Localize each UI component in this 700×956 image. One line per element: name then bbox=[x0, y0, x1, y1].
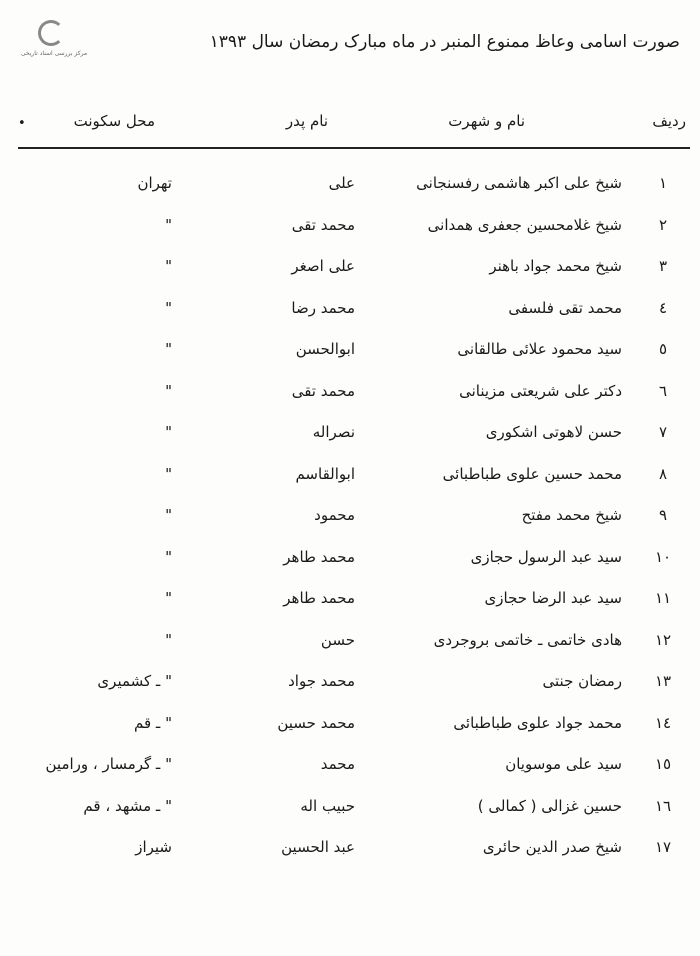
person-name: سید علی موسویان bbox=[505, 755, 622, 773]
table-row bbox=[0, 257, 700, 287]
person-name: شیخ غلامحسین جعفری همدانی bbox=[427, 215, 622, 234]
residence: " bbox=[165, 381, 172, 400]
person-name: شیخ علی اکبر هاشمی رفسنجانی bbox=[416, 174, 622, 192]
table-row bbox=[0, 797, 700, 827]
person-name: حسین غزالی ( کمالی ) bbox=[477, 796, 622, 815]
table-row bbox=[0, 506, 700, 536]
residence: " bbox=[165, 464, 172, 483]
father-name: محمد رضا bbox=[291, 298, 355, 317]
table-row bbox=[0, 174, 700, 204]
row-number: ۲ bbox=[658, 215, 668, 234]
table-row bbox=[0, 548, 700, 578]
father-name: محمد bbox=[320, 755, 355, 773]
header-row-number: ردیف bbox=[652, 112, 686, 130]
row-number: ٩ bbox=[658, 506, 668, 524]
person-name: سید عبد الرسول حجازی bbox=[470, 547, 622, 566]
residence: شیراز bbox=[135, 838, 172, 856]
table-row bbox=[0, 382, 700, 412]
residence: " bbox=[165, 215, 172, 234]
bullet-icon: • bbox=[18, 116, 26, 131]
row-number: ۱٤ bbox=[654, 713, 672, 732]
row-number: ۱٥ bbox=[654, 755, 672, 773]
table-row bbox=[0, 631, 700, 661]
row-number: ۱۱ bbox=[654, 589, 672, 607]
person-name: رمضان جنتی bbox=[542, 672, 622, 690]
row-number: ٧ bbox=[658, 423, 668, 441]
person-name: سید عبد الرضا حجازی bbox=[484, 589, 622, 607]
row-number: ۱٧ bbox=[654, 838, 672, 856]
father-name: محمد طاهر bbox=[283, 547, 355, 566]
father-name: ابوالحسن bbox=[295, 340, 355, 358]
table-row bbox=[0, 838, 700, 868]
father-name: عبد الحسین bbox=[281, 838, 355, 856]
table-row bbox=[0, 465, 700, 495]
father-name: حبیب اله bbox=[300, 796, 355, 815]
person-name: دکتر علی شریعتی مزینانی bbox=[459, 381, 622, 400]
father-name: ابوالقاسم bbox=[295, 464, 355, 483]
archive-logo-text: مرکز بررسی اسناد تاریخی bbox=[20, 50, 88, 57]
header-father-name: نام پدر bbox=[285, 112, 328, 130]
table-row bbox=[0, 672, 700, 702]
header-residence: محل سکونت bbox=[73, 112, 155, 130]
father-name: محمد طاهر bbox=[283, 589, 355, 607]
father-name: علی bbox=[328, 174, 355, 192]
residence: " bbox=[165, 257, 172, 275]
residence: تهران bbox=[137, 174, 172, 192]
row-number: ٥ bbox=[658, 340, 668, 358]
table-row bbox=[0, 589, 700, 619]
father-name: محمد تقی bbox=[291, 381, 355, 400]
person-name: هادی خاتمی ـ خاتمی بروجردی bbox=[433, 630, 622, 649]
residence: " ـ مشهد ، قم bbox=[83, 796, 172, 815]
person-name: حسن لاهوتی اشکوری bbox=[485, 423, 622, 441]
document-title: صورت اسامی وعاظ ممنوع المنبر در ماه مبارک رمضان سال ۱۳۹۳ bbox=[209, 32, 680, 52]
table-row bbox=[0, 755, 700, 785]
residence: " ـ گرمسار ، ورامین bbox=[45, 755, 172, 773]
row-number: ۱۲ bbox=[654, 630, 672, 649]
table-row bbox=[0, 340, 700, 370]
person-name: شیخ محمد مفتح bbox=[521, 506, 622, 524]
person-name: شیخ صدر الدین حائری bbox=[482, 838, 622, 856]
residence: " bbox=[165, 630, 172, 649]
row-number: ۱ bbox=[658, 174, 668, 192]
father-name: محمود bbox=[314, 506, 355, 524]
row-number: ٦ bbox=[658, 381, 668, 400]
father-name: محمد حسین bbox=[277, 713, 355, 732]
father-name: حسن bbox=[320, 630, 355, 649]
residence: " ـ قم bbox=[134, 713, 172, 732]
person-name: محمد جواد علوی طباطبائی bbox=[453, 713, 622, 732]
table-row bbox=[0, 216, 700, 246]
table-row bbox=[0, 299, 700, 329]
person-name: محمد تقی فلسفی bbox=[508, 298, 622, 317]
row-number: ۱٦ bbox=[654, 796, 672, 815]
row-number: ۱۰ bbox=[654, 547, 672, 566]
father-name: محمد جواد bbox=[288, 672, 355, 690]
residence: " bbox=[165, 298, 172, 317]
row-number: ٤ bbox=[658, 298, 668, 317]
table-row bbox=[0, 423, 700, 453]
residence: " bbox=[165, 547, 172, 566]
row-number: ۱۳ bbox=[654, 672, 672, 690]
father-name: محمد تقی bbox=[291, 215, 355, 234]
row-number: ٨ bbox=[658, 464, 668, 483]
residence: " bbox=[165, 506, 172, 524]
residence: " bbox=[165, 340, 172, 358]
residence: " bbox=[165, 423, 172, 441]
residence: " bbox=[165, 589, 172, 607]
father-name: علی اصغر bbox=[291, 257, 355, 275]
residence: " ـ کشمیری bbox=[97, 672, 172, 690]
header-name: نام و شهرت bbox=[448, 112, 525, 130]
table-row bbox=[0, 714, 700, 744]
person-name: سید محمود علائی طالقانی bbox=[457, 340, 622, 358]
person-name: محمد حسین علوی طباطبائی bbox=[442, 464, 622, 483]
row-number: ۳ bbox=[658, 257, 668, 275]
father-name: نصراله bbox=[312, 423, 355, 441]
person-name: شیخ محمد جواد باهنر bbox=[489, 257, 622, 275]
